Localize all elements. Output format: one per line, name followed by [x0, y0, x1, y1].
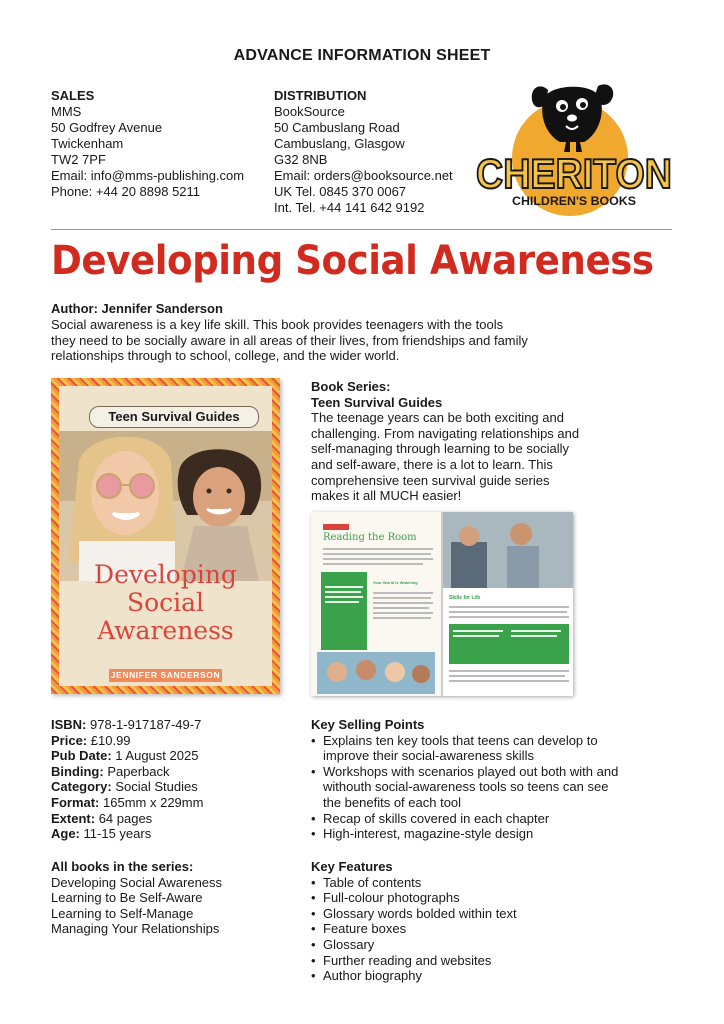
sales-heading: SALES — [51, 88, 95, 103]
detail-age: Age: 11-15 years — [51, 826, 152, 842]
distribution-line: 50 Cambuslang Road — [274, 120, 400, 135]
svg-text:CHILDREN'S BOOKS: CHILDREN'S BOOKS — [512, 194, 636, 208]
distribution-line: BookSource — [274, 104, 345, 119]
book-cover — [51, 378, 280, 694]
cover-series-badge: Teen Survival Guides — [89, 406, 259, 428]
book-description: Social awareness is a key life skill. This book provides teenagers with the tools they need to be socially aware in all areas of their lives, from friendships and family relationships through to school, college, and the wider world. — [51, 317, 528, 364]
cover-photo — [59, 431, 272, 581]
cover-title — [59, 561, 272, 645]
detail-format: Format: 165mm x 229mm — [51, 794, 204, 810]
selling-point-item: • Workshops with scenarios played out both with and withouth social-awareness tools so teens can see the benefits of each tool — [311, 764, 621, 811]
distribution-uk-tel: UK Tel. 0845 370 0067 — [274, 184, 407, 199]
svg-text:CHERITON: CHERITON — [476, 150, 672, 197]
cheriton-logo — [470, 78, 678, 216]
distribution-email: Email: orders@booksource.net — [274, 168, 453, 183]
selling-points-heading: Key Selling Points — [311, 717, 425, 732]
cover-inner — [59, 386, 272, 686]
sales-contact — [51, 88, 266, 200]
author-label: Author: Jennifer Sanderson — [51, 301, 223, 316]
detail-extent: Extent: 64 pages — [51, 810, 153, 826]
distribution-line: G32 8NB — [274, 152, 328, 167]
feature-item: • Glossary words bolded within text — [311, 906, 621, 922]
distribution-heading: DISTRIBUTION — [274, 88, 367, 103]
series-books-heading: All books in the series: — [51, 859, 194, 874]
selling-point-item: • Explains ten key tools that teens can develop to improve their social-awareness skills — [311, 733, 621, 764]
interior-spread — [311, 512, 573, 696]
detail-isbn: ISBN: 978-1-917187-49-7 — [51, 717, 202, 732]
feature-item: • Full-colour photographs — [311, 890, 621, 906]
series-text: The teenage years can be both exciting and challenging. From navigating relationships and self-managing through learning to be socially and self-aware, there is a lot to learn. This comprehensive teen survival guide series makes it all MUCH easier! — [311, 410, 580, 504]
cover-title-line: Developing — [94, 560, 237, 589]
sales-line: 50 Godfrey Avenue — [51, 120, 163, 135]
sales-email: Email: info@mms-publishing.com — [51, 168, 245, 183]
spread-box-heading: Your World Is Widening — [373, 580, 418, 585]
sales-line: Twickenham — [51, 136, 124, 151]
key-selling-points — [311, 717, 621, 842]
key-features — [311, 859, 621, 984]
header-divider — [51, 229, 672, 230]
series-book-item: Learning to Self-Manage — [51, 905, 194, 921]
cover-title-line: Social Awareness — [97, 588, 234, 645]
book-title: Developing Social Awareness — [51, 238, 654, 284]
spread-gutter — [441, 512, 443, 696]
feature-item: • Glossary — [311, 937, 621, 953]
series-book-item: Learning to Be Self-Aware — [51, 890, 203, 906]
feature-item: • Further reading and websites — [311, 953, 621, 969]
distribution-contact — [274, 88, 474, 216]
selling-point-item: • High-interest, magazine-style design — [311, 826, 621, 842]
spread-title: Reading the Room — [323, 532, 417, 543]
series-info — [311, 379, 586, 504]
series-books — [51, 859, 281, 937]
book-details — [51, 717, 281, 842]
feature-item: • Feature boxes — [311, 921, 621, 937]
detail-pub-date: Pub Date: 1 August 2025 — [51, 748, 199, 764]
spread-skills-heading: Skills for Life — [449, 595, 481, 601]
sales-phone: Phone: +44 20 8898 5211 — [51, 184, 201, 199]
series-name: Teen Survival Guides — [311, 394, 443, 410]
selling-point-item: • Recap of skills covered in each chapter — [311, 811, 621, 827]
sales-line: MMS — [51, 104, 82, 119]
detail-price: Price: £10.99 — [51, 732, 131, 748]
sales-line: TW2 7PF — [51, 152, 106, 167]
detail-binding: Binding: Paperback — [51, 763, 170, 779]
series-book-item: Managing Your Relationships — [51, 921, 220, 937]
sheet-title: ADVANCE INFORMATION SHEET — [233, 47, 491, 64]
feature-item: • Table of contents — [311, 875, 621, 891]
feature-item: • Author biography — [311, 968, 621, 984]
cover-author: JENNIFER SANDERSON — [110, 670, 221, 680]
distribution-int-tel: Int. Tel. +44 141 642 9192 — [274, 200, 425, 215]
detail-category: Category: Social Studies — [51, 779, 198, 795]
distribution-line: Cambuslang, Glasgow — [274, 136, 405, 151]
series-label: Book Series: — [311, 379, 391, 394]
series-book-item: Developing Social Awareness — [51, 874, 223, 890]
features-heading: Key Features — [311, 859, 393, 874]
